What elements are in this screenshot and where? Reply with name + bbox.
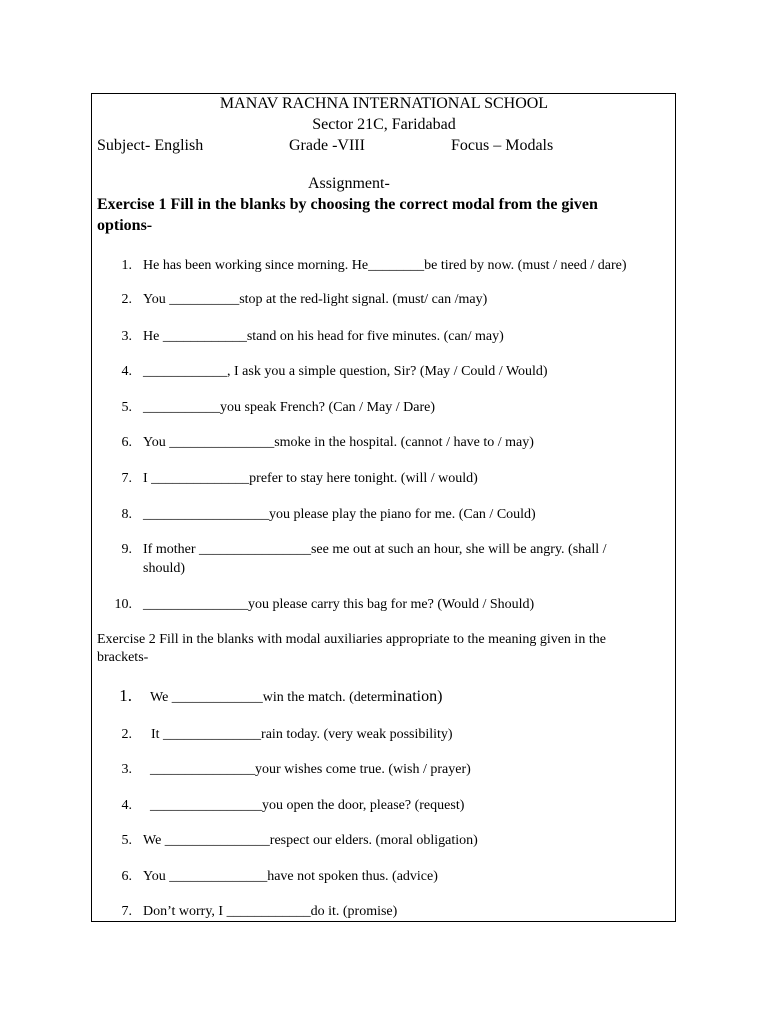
ex1-item-number: 9. (121, 542, 132, 557)
ex2-item-text: It ______________rain today. (very weak possibility) (151, 727, 453, 742)
ex2-item-number: 3. (121, 762, 132, 777)
ex1-item-number: 7. (121, 471, 132, 486)
ex1-item-text-continued: should) (143, 561, 185, 576)
ex1-item-text: I ______________prefer to stay here tonight. (will / would) (143, 471, 478, 486)
ex1-item-number: 5. (121, 400, 132, 415)
ex1-item-text: __________________you please play the piano for me. (Can / Could) (143, 507, 536, 522)
ex2-item-text: _______________your wishes come true. (wish / prayer) (150, 762, 471, 777)
ex1-item-text: You _______________smoke in the hospital. (cannot / have to / may) (143, 435, 534, 450)
ex2-item-text-part: We _____________win the match. (determ (150, 690, 393, 705)
ex1-item-text: ____________, I ask you a simple question, Sir? (May / Could / Would) (143, 364, 548, 379)
ex1-item-text: He ____________stand on his head for five minutes. (can/ may) (143, 329, 504, 344)
ex2-item-number: 1. (119, 686, 132, 705)
ex2-item-text: ________________you open the door, please? (request) (150, 798, 465, 813)
exercise1-title-line1: Exercise 1 Fill in the blanks by choosing the correct modal from the given (97, 196, 598, 213)
exercise2-title-line1: Exercise 2 Fill in the blanks with modal auxiliaries appropriate to the meaning given in the (97, 632, 606, 647)
ex2-item-number: 7. (121, 904, 132, 919)
ex2-item-number: 4. (121, 798, 132, 813)
ex1-item-number: 10. (114, 597, 132, 612)
ex1-item-text: If mother ________________see me out at such an hour, she will be angry. (shall / (143, 542, 607, 557)
exercise2-title-line2: brackets- (97, 650, 149, 665)
ex1-item-text: _______________you please carry this bag for me? (Would / Should) (143, 597, 535, 612)
ex1-item-number: 3. (121, 329, 132, 344)
ex2-item-text: Don’t worry, I ____________do it. (promise) (143, 904, 398, 919)
focus-label: Focus – Modals (451, 137, 554, 154)
ex1-item-text: You __________stop at the red-light signal. (must/ can /may) (143, 292, 488, 307)
ex2-item-text: We _______________respect our elders. (moral obligation) (143, 833, 478, 848)
exercise1-title-line2: options- (97, 217, 153, 234)
ex1-item-number: 2. (121, 292, 132, 307)
ex1-item-number: 8. (121, 507, 132, 522)
ex1-item-number: 1. (121, 258, 132, 273)
ex2-item-number: 6. (121, 869, 132, 884)
school-address: Sector 21C, Faridabad (312, 116, 456, 133)
subject-label: Subject- English (97, 137, 204, 154)
assignment-label: Assignment- (308, 175, 390, 192)
ex2-item-text-large: ination) (392, 688, 443, 705)
grade-label: Grade -VIII (289, 137, 365, 154)
ex2-item-text (150, 688, 442, 706)
ex1-item-number: 4. (121, 364, 132, 379)
ex1-item-number: 6. (121, 435, 132, 450)
school-name: MANAV RACHNA INTERNATIONAL SCHOOL (219, 95, 549, 112)
ex1-item-text: ___________you speak French? (Can / May / Dare) (143, 400, 435, 415)
ex2-item-text: You ______________have not spoken thus. (advice) (143, 869, 438, 884)
ex2-item-number: 5. (121, 833, 132, 848)
ex1-item-text: He has been working since morning. He________be tired by now. (must / need / dare) (143, 258, 627, 273)
ex2-item-number: 2. (121, 727, 132, 742)
